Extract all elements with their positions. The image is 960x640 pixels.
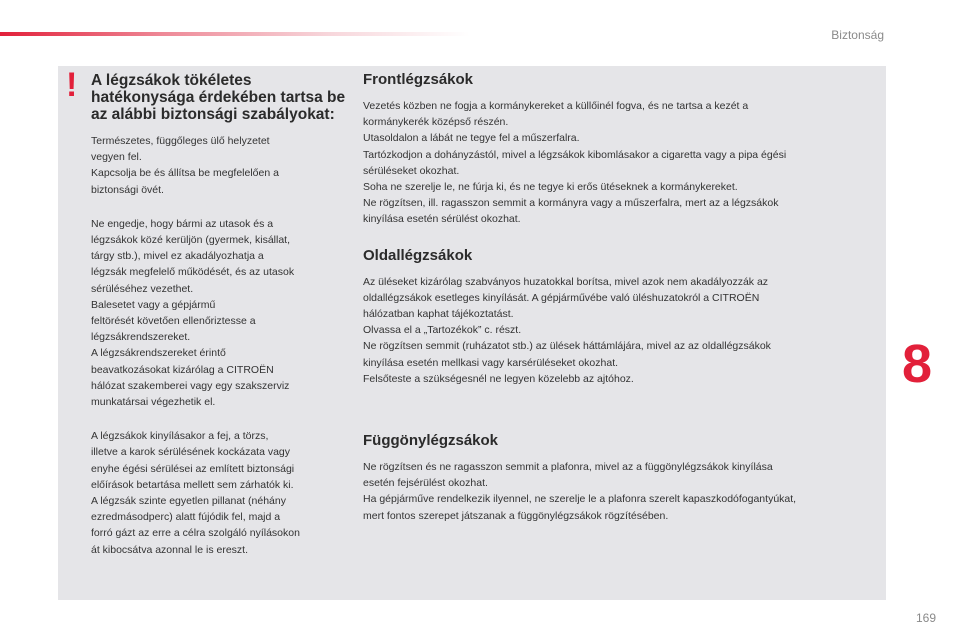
text-line: Ne rögzítsen, ill. ragasszon semmit a kormányra vagy a műszerfalra, mert az a légzsákok (363, 197, 779, 210)
airbag-sections (363, 70, 873, 542)
section (363, 70, 873, 228)
text-line: enyhe égési sérülései az említett biztonsági (91, 462, 295, 475)
warning-paragraph (91, 216, 353, 410)
text-line: A légzsákrendszereket érintő (91, 347, 226, 360)
section (363, 431, 873, 524)
text-line: Vezetés közben ne fogja a kormánykereket a küllőinél fogva, és ne tartsa a kezét a (363, 100, 749, 112)
text-line: hálózat szakemberei vagy egy szakszerviz (91, 379, 290, 392)
text-line: oldallégzsákok esetleges kinyílását. A gépjárművébe való üléshuzatokról a CITROËN (363, 291, 760, 304)
exclamation-icon: ! (66, 66, 78, 104)
page-number: 169 (915, 611, 936, 625)
warning-title: A légzsákok tökéletes hatékonysága érdekében tartsa be az alábbi biztonsági szabályokat: (91, 72, 346, 123)
chapter-number: 8 (902, 334, 933, 394)
text-line: biztonsági övét. (91, 183, 164, 196)
text-line: hálózatban kaphat tájékoztatást. (363, 308, 514, 321)
warning-paragraph (91, 133, 353, 198)
text-line: mert fontos szerepet játszanak a függönylégzsákok rögzítésében. (363, 509, 669, 522)
text-line: Felsőteste a szükségesnél ne legyen közelebb az ajtóhoz. (363, 372, 634, 385)
section-heading: Oldallégzsákok (363, 246, 473, 264)
text-line: kormánykerék középső részén. (363, 116, 509, 129)
section (363, 246, 873, 387)
text-line: A légzsák szinte egyetlen pillanat (néhány (91, 495, 286, 508)
text-line: vegyen fel. (91, 151, 142, 164)
warning-paragraphs (91, 133, 353, 558)
text-line: feltörését követően ellenőriztesse a (91, 315, 256, 328)
section-body (363, 98, 873, 228)
section-heading: Függönylégzsákok (363, 432, 499, 450)
text-line: Utasoldalon a lábát ne tegye fel a műszerfalra. (363, 132, 580, 145)
text-line: Kapcsolja be és állítsa be megfelelően a (91, 167, 279, 180)
text-line: forró gázt az erre a célra szolgáló nyílásokon (91, 527, 300, 540)
text-line: légzsákrendszereket. (91, 331, 191, 344)
section-title: Biztonság (831, 28, 884, 42)
text-line: tárgy stb.), mivel ez akadályozhatja a (91, 250, 264, 263)
text-line: Olvassa el a „Tartozékok” c. részt. (363, 324, 522, 337)
section-heading: Frontlégzsákok (363, 71, 474, 88)
text-line: át kibocsátva azonnal le is ereszt. (91, 543, 248, 556)
text-line: kinyílása esetén mellkasi vagy karsérüléseket okozhat. (363, 356, 619, 369)
text-line: esetén fejsérülést okozhat. (363, 477, 488, 490)
text-line: Ha gépjárműve rendelkezik ilyennel, ne szerelje le a plafonra szerelt kapaszkodófogantyúkat, (363, 493, 797, 506)
text-line: ezredmásodperc) alatt fújódik fel, majd a (91, 511, 281, 524)
text-line: előírások betartása mellett sem zárhatók ki. (91, 478, 294, 491)
text-line: Ne engedje, hogy bármi az utasok és a (91, 217, 274, 230)
text-line: kinyílása esetén sérülést okozhat. (363, 213, 521, 226)
text-line: A légzsákok kinyílásakor a fej, a törzs, (91, 430, 269, 443)
text-line: munkatársai végezhetik el. (91, 396, 216, 409)
text-line: Ne rögzítsen semmit (ruházatot stb.) az ülések háttámlájára, mivel az az oldallégzsákok (363, 340, 771, 353)
text-line: illetve a karok sérülésének kockázata vagy (91, 446, 291, 459)
text-line: légzsákok közé kerüljön (gyermek, kisállat, (91, 234, 290, 247)
text-line: Balesetet vagy a gépjármű (91, 298, 216, 311)
text-line: sérüléseket okozhat. (363, 164, 460, 177)
text-line: Az üléseket kizárólag szabványos huzatokkal borítsa, mivel azok nem akadályozzák az (363, 275, 769, 288)
header-accent-bar (0, 32, 470, 36)
text-line: légzsák megfelelő működését, és az utasok (91, 266, 295, 279)
text-line: beavatkozásokat kizárólag a CITROËN (91, 363, 274, 376)
text-line: sérüléséhez vezethet. (91, 282, 194, 295)
text-line: Természetes, függőleges ülő helyzetet (91, 135, 270, 147)
text-line: Tartózkodjon a dohányzástól, mivel a légzsákok kibomlásakor a cigaretta vagy a pipa égési (363, 148, 787, 161)
warning-paragraph (91, 428, 353, 558)
section-body (363, 274, 873, 387)
text-line: Soha ne szerelje le, ne fúrja ki, és ne tegye ki erős ütéseknek a kormánykereket. (363, 181, 738, 194)
warning-column (91, 72, 353, 576)
section-body (363, 459, 873, 524)
text-line: Ne rögzítsen és ne ragasszon semmit a plafonra, mivel az a függönylégzsákok kinyílása (363, 461, 773, 474)
